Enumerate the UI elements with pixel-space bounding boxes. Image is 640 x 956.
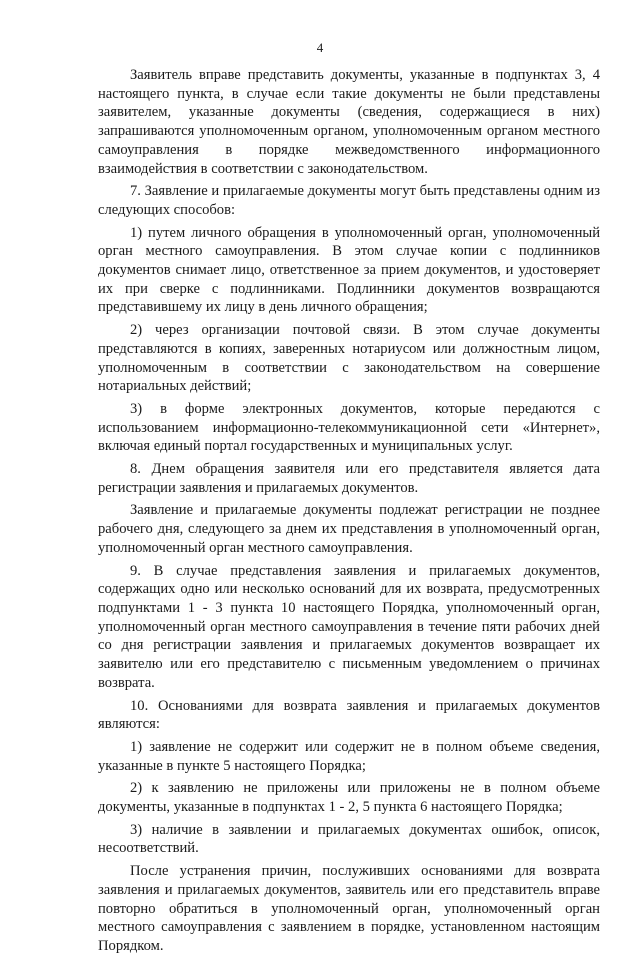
paragraph-item-7: 7. Заявление и прилагаемые документы могут быть представлены одним из следующих способов: [98, 183, 600, 218]
paragraph-item-10: 10. Основаниями для возврата заявления и прилагаемых документов являются: [98, 697, 600, 733]
paragraph-item-7-1: 1) путем личного обращения в уполномоченный орган, уполномоченный орган местного самоуправления. В этом случае копии с подлинников документов снимает лицо, ответственное за прием документов, и удостоверяет их при сверке с подлинниками. Подлинники документов возвращаются представившему их лицу в день личного обращения; [98, 224, 600, 316]
paragraph-item-8: 8. Днем обращения заявителя или его представителя является дата регистрации заявления и прилагаемых документов. [98, 461, 600, 496]
paragraph-item-10-3: 3) наличие в заявлении и прилагаемых документах ошибок, описок, несоответствий. [98, 821, 600, 857]
paragraph-item-7-3: 3) в форме электронных документов, которые передаются с использованием информационно-телекоммуникационной сети «Интернет», включая единый портал государственных и муниципальных услуг. [98, 400, 600, 455]
paragraph-applicant-right: Заявитель вправе представить документы, указанные в подпунктах 3, 4 настоящего пункта, в случае если такие документы не были представлены заявителем, указанные документы (сведения, содержащиеся в них) запрашиваются уполномоченным органом, уполномоченным органом местного самоуправления в порядке межведомственного информационного взаимодействия в соответствии с законодательством. [98, 67, 600, 177]
page-number: 4 [316, 40, 324, 55]
paragraph-item-10-2: 2) к заявлению не приложены или приложены не в полном объеме документы, указанные в подпунктах 1 - 2, 5 пункта 6 настоящего Порядка; [98, 780, 600, 816]
paragraph-resubmission: После устранения причин, послуживших основаниями для возврата заявления и прилагаемых документов, заявитель или его представитель вправе повторно обратиться в уполномоченный орган, уполномоченный орган местного самоуправления с заявлением в порядке, установленном настоящим Порядком. [98, 863, 600, 954]
document-body [98, 66, 600, 956]
paragraph-registration: Заявление и прилагаемые документы подлежат регистрации не позднее рабочего дня, следующего за днем их представления в уполномоченный орган, уполномоченный орган местного самоуправления. [98, 502, 600, 556]
paragraph-item-9: 9. В случае представления заявления и прилагаемых документов, содержащих одно или несколько оснований для их возврата, предусмотренных подпунктами 1 - 3 пункта 10 настоящего Порядка, уполномоченный орган, уполномоченный орган местного самоуправления в течение пяти рабочих дней со дня регистрации заявления и прилагаемых документов возвращает их заявителю или его представителю с письменным уведомлением о причинах возврата. [98, 562, 600, 691]
paragraph-item-10-1: 1) заявление не содержит или содержит не в полном объеме сведения, указанные в пункте 5 настоящего Порядка; [98, 738, 600, 774]
paragraph-item-7-2: 2) через организации почтовой связи. В этом случае документы представляются в копиях, заверенных нотариусом или должностным лицом, уполномоченным в соответствии с законодательством на совершение нотариальных действий; [98, 322, 600, 395]
